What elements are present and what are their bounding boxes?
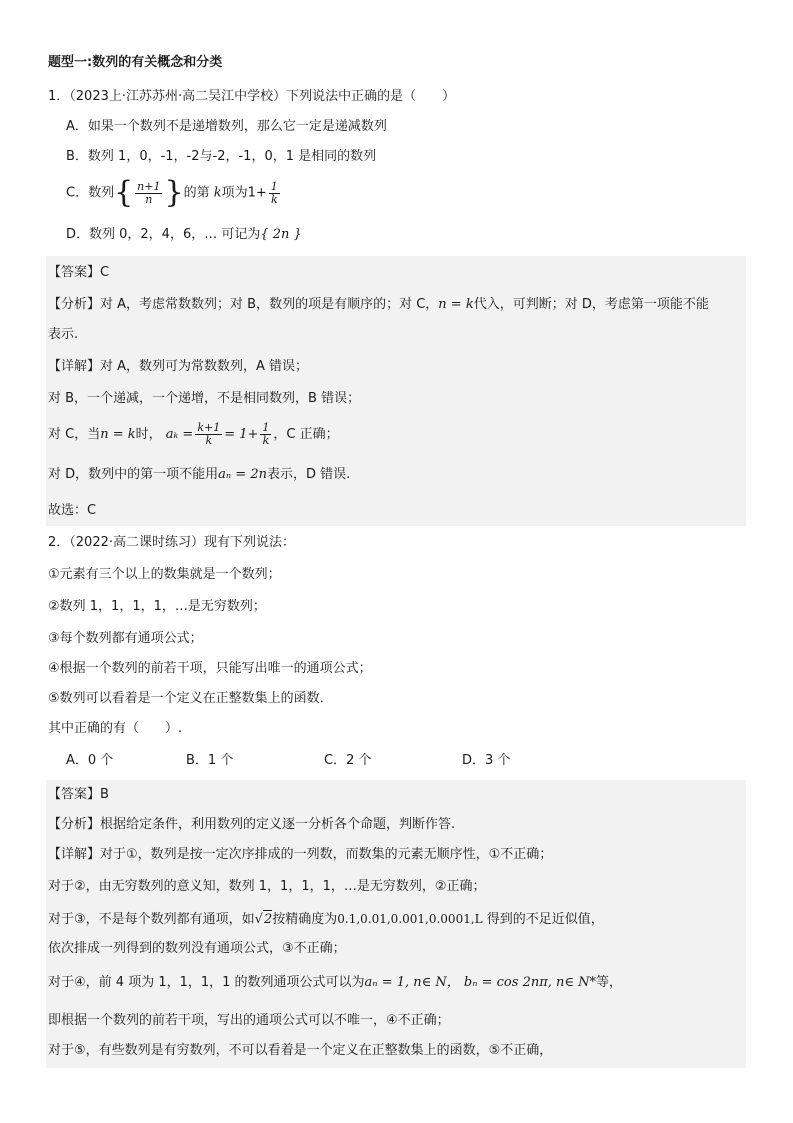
- right-brace: }: [164, 175, 184, 210]
- q2-detail-3: [48, 910, 604, 929]
- q2-detail-3-pre: 对于③，不是每个数列都有通项，如: [48, 912, 255, 927]
- q1-detail-3-ak: aₖ =: [165, 427, 194, 442]
- fraction-denominator: k: [205, 434, 213, 447]
- q1-analysis-math: n = k: [438, 297, 474, 312]
- q1-detail-4-post: 表示，D 错误.: [266, 467, 351, 482]
- sqrt-symbol: √2: [254, 912, 273, 927]
- q1-option-c: [66, 175, 282, 210]
- q2-statement-4: ④根据一个数列的前若干项，只能写出唯一的通项公式；: [48, 661, 372, 676]
- q2-detail-4-math1: aₙ = 1, n∈ N，: [364, 975, 460, 990]
- q1-analysis: [48, 296, 709, 314]
- q2-statement-3: ③每个数列都有通项公式；: [48, 631, 203, 646]
- left-brace: {: [114, 175, 134, 210]
- q2-detail-4-post: 等，: [596, 975, 623, 990]
- sqrt-radicand: 2: [263, 912, 273, 927]
- q1-option-d-prefix: D．数列 0，2，4，6，… 可记为: [66, 227, 261, 242]
- q1-detail-3-mid: 时，: [135, 427, 162, 442]
- q2-option-b: B．1 个: [186, 753, 234, 768]
- q1-option-c-mid: 的第: [183, 185, 210, 201]
- q1-detail-4: [48, 466, 350, 484]
- q2-detail-3-mid: 按精确度为: [272, 912, 338, 927]
- q1-detail-4-pre: 对 D，数列中的第一项不能用: [48, 467, 219, 482]
- q1-analysis-line2: 表示.: [48, 327, 79, 342]
- fraction-numerator: 1: [262, 421, 270, 434]
- q2-statement-5: ⑤数列可以看着是一个定义在正整数集上的函数．: [48, 691, 333, 706]
- q2-detail-3b: 依次排成一列得到的数列没有通项公式，③不正确；: [48, 941, 346, 956]
- q2-option-d: D．3 个: [462, 753, 511, 768]
- q1-detail-3-eq: = 1+: [224, 427, 259, 442]
- q2-statement-2: ②数列 1，1，1，1，…是无穷数列；: [48, 599, 266, 614]
- q1-detail-3-pre: 对 C，当: [48, 427, 101, 442]
- q1-option-a: A．如果一个数列不是递增数列，那么它一定是递减数列: [66, 119, 387, 134]
- q2-ask: 其中正确的有（ ）.: [48, 721, 183, 736]
- q2-answer: 【答案】B: [48, 787, 109, 802]
- q1-detail-3-post: ，C 正确；: [273, 427, 339, 442]
- q1-detail-4-math: aₙ = 2n: [218, 467, 267, 482]
- q1-detail-3-fraction2: [260, 422, 271, 447]
- q1-option-c-fraction2: [269, 181, 280, 206]
- q2-detail-4: [48, 974, 622, 992]
- q1-detail-5: 故选：C: [48, 503, 97, 518]
- q1-option-d: [66, 226, 302, 244]
- q2-stem: 2．（2022·高二课时练习）现有下列说法：: [48, 535, 295, 550]
- q2-option-a: A．0 个: [66, 753, 114, 768]
- q2-detail-2: 对于②，由无穷数列的意义知，数列 1，1，1，1，…是无穷数列，②正确；: [48, 879, 486, 894]
- q1-option-c-fraction: [135, 181, 162, 206]
- q1-answer: 【答案】C: [48, 265, 110, 280]
- fraction-denominator: k: [262, 434, 270, 447]
- fraction-numerator: 1: [270, 179, 278, 193]
- q1-detail-1: 【详解】对 A，数列可为常数数列，A 错误；: [48, 359, 309, 374]
- fraction-denominator: n: [145, 192, 153, 206]
- q2-analysis: 【分析】根据给定条件，利用数列的定义逐一分析各个命题，判断作答.: [48, 817, 456, 832]
- section-title: 题型一:数列的有关概念和分类: [48, 55, 223, 70]
- q1-option-c-mid2: 项为1+: [221, 185, 267, 201]
- q1-stem: 1．（2023上·江苏苏州·高二吴江中学校）下列说法中正确的是（ ）: [48, 89, 456, 104]
- fraction-numerator: k+1: [197, 421, 221, 434]
- q2-detail-3-post: 得到的不足近似值，: [486, 912, 604, 927]
- q1-detail-3: [48, 422, 339, 447]
- q2-detail-1: 【详解】对于①，数列是按一定次序排成的一列数，而数集的元素无顺序性，①不正确；: [48, 847, 553, 862]
- q1-detail-3-math: n = k: [100, 427, 136, 442]
- q1-analysis-text2: 代入，可判断；对 D，考虑第一项能不能: [473, 297, 709, 312]
- q2-detail-5: 对于⑤，有些数列是有穷数列，不可以看着是一个定义在正整数集上的函数，⑤不正确，: [48, 1043, 553, 1058]
- q2-detail-4b: 即根据一个数列的前若干项，写出的通项公式可以不唯一，④不正确；: [48, 1013, 450, 1028]
- q1-option-c-k: k: [213, 185, 222, 201]
- q1-option-b: B．数列 1，0，-1，-2与-2，-1，0，1 是相同的数列: [66, 149, 377, 164]
- q1-option-d-set: { 2n }: [260, 227, 302, 242]
- fraction-numerator: n+1: [137, 179, 161, 193]
- q2-option-c: C．2 个: [324, 753, 372, 768]
- q2-detail-4-math2: bₙ = cos 2nπ, n∈ N*: [463, 975, 597, 990]
- q1-analysis-text: 【分析】对 A，考虑常数数列；对 B，数列的项是有顺序的；对 C，: [48, 297, 439, 312]
- q1-option-c-prefix: C．数列: [66, 185, 115, 201]
- q1-detail-3-fraction: [195, 422, 222, 447]
- q1-detail-2: 对 B，一个递减，一个递增，不是相同数列，B 错误；: [48, 391, 361, 406]
- q2-statement-1: ①元素有三个以上的数集就是一个数列；: [48, 567, 281, 582]
- fraction-denominator: k: [270, 192, 278, 206]
- q2-detail-4-pre: 对于④，前 4 项为 1，1，1，1 的数列通项公式可以为: [48, 975, 365, 990]
- q2-detail-3-values: 0.1,0.01,0.001,0.0001,L: [337, 912, 483, 926]
